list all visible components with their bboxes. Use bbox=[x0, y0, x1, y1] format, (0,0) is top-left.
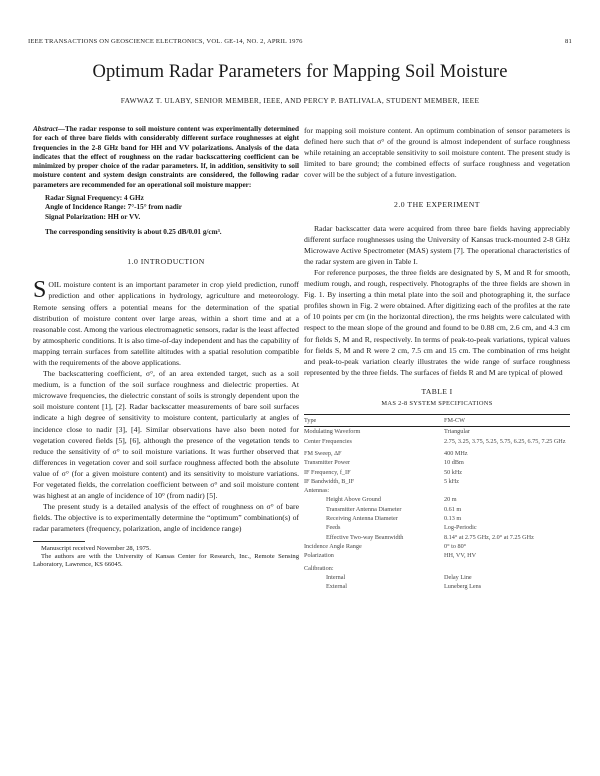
table-row bbox=[304, 551, 570, 560]
table-cell-value: 10 dBm bbox=[444, 459, 464, 467]
table-row bbox=[304, 495, 570, 504]
footnote-received: Manuscript received November 28, 1975. bbox=[41, 544, 151, 552]
table-row bbox=[304, 542, 570, 551]
abstract bbox=[33, 125, 299, 190]
intro-continuation: for mapping soil moisture content. An optimum combination of sensor parameters is defined here such that σ° of the ground is almost independent of surface roughness while retaining an acceptable sensitivity to soil moisture content. The present study is limited to bare ground; the combined effects of surface roughness and vegetation cover will be the subject of a future investigation. bbox=[304, 126, 570, 180]
table-row bbox=[304, 561, 570, 573]
table-row bbox=[304, 446, 570, 458]
table-cell-key: Effective Two-way Beamwidth bbox=[326, 533, 404, 541]
table-cell-value: HH, VV, HV bbox=[444, 552, 477, 560]
table-cell-value bbox=[444, 561, 570, 573]
table-cell-value bbox=[444, 486, 570, 495]
table-body bbox=[304, 427, 570, 592]
journal-header: IEEE TRANSACTIONS ON GEOSCIENCE ELECTRONICS, VOL. GE-14, NO. 2, APRIL 1976 bbox=[28, 38, 303, 45]
table-cell-key: Modulating Waveform bbox=[304, 428, 361, 436]
table-cell-key: Height Above Ground bbox=[326, 496, 381, 504]
table-row bbox=[304, 477, 570, 486]
right-column bbox=[304, 125, 570, 591]
table-cell-key: Polarization bbox=[304, 552, 334, 560]
spec-incidence-angle: Angle of Incidence Range: 7°-15° from nadir bbox=[45, 203, 182, 212]
table-cell-key: Receiving Antenna Diameter bbox=[326, 515, 398, 523]
experiment-paragraph-2: For reference purposes, the three fields are designated by S, M and R for smooth, medium rough, and rough, respectively. Photographs of the three fields are shown in Fig. 1. By inserting a thin metal plate into the soil and photographing it, the surface profiles shown in Fig. 2 were obtained. After digitizing each of the profiles at the rate of 10 points per cm (in the horizontal direction), the rms heights were calculated with respect to the mean slope of the ground and found to be 0.88 cm, 2.6 cm, and 4.3 cm for fields S, M and R, respectively. In terms of peak-to-peak variations, typical values for fields S, M and R were 2 cm, 7.5 cm and 15 cm. The combination of rms height and peak-to-peak variation clearly illustrates the wide range of surface roughness represented by the three fields. The surfaces of fields R and M are typical of plowed bbox=[304, 267, 570, 377]
table-cell-key: Incidence Angle Range bbox=[304, 542, 362, 550]
author-line: FAWWAZ T. ULABY, SENIOR MEMBER, IEEE, AND PERCY P. BATLIVALA, STUDENT MEMBER, IEEE bbox=[120, 96, 480, 105]
table-cell-key: Feeds bbox=[326, 524, 341, 532]
table-cell-key: External bbox=[326, 583, 347, 591]
table-cell-key: Internal bbox=[326, 573, 346, 581]
table-cell-key: IF Bandwidth, B_IF bbox=[304, 477, 355, 485]
table-cell-key: Transmitter Antenna Diameter bbox=[326, 505, 402, 513]
table-row bbox=[304, 486, 570, 495]
table-title: TABLE I bbox=[421, 386, 453, 396]
table-header-key: Type bbox=[304, 415, 444, 427]
intro-paragraph-2: The backscattering coefficient, σ°, of an area extended target, such as a soil medium, is a function of the soil surface roughness and dielectric properties. At microwave frequencies, the dielectric constant of soils is strongly dependent upon the soil moisture content [1], [2]. Radar backscatter measurements of bare soil surfaces indicate a high degree of sensitivity to moisture content, particularly at angles of incidence close to nadir [3], [4]. Similar observations have also been noted for vegetation covered fields [5], [6], although the presence of the vegetation tends to reduce the sensitivity of σ° to soil moisture variations. It was further observed that differences in vegetation cover and soil surface roughness affected both the absolute value of σ° (for a given moisture content) and its sensitivity to moisture variations. For vegetated fields, the correlation coefficient between σ° and soil moisture content was highest at an angle of incidence of 10° (from nadir) [5]. bbox=[33, 369, 299, 501]
table-row bbox=[304, 505, 570, 514]
abstract-sensitivity: The corresponding sensitivity is about 0.25 dB/0.01 g/cm³. bbox=[45, 227, 222, 236]
table-row bbox=[304, 458, 570, 467]
experiment-paragraph-1: Radar backscatter data were acquired from three bare fields having appreciably different surface roughnesses using the University of Kansas truck-mounted 2-8 GHz Microwave Active Spectrometer (MAS) system [7]. The operational characteristics of the radar system are given in Table I. bbox=[304, 223, 570, 266]
table-cell-key: Center Frequencies bbox=[304, 437, 352, 445]
spec-table bbox=[304, 414, 570, 591]
table-cell-value: 50 kHz bbox=[444, 468, 463, 476]
table-cell-value: Triangular bbox=[444, 428, 470, 436]
table-row bbox=[304, 533, 570, 542]
footnote-divider bbox=[33, 541, 85, 542]
table-cell-value: Luneberg Lens bbox=[444, 583, 482, 591]
table-cell-value: 0.13 m bbox=[444, 515, 462, 523]
table-row bbox=[304, 582, 570, 591]
intro-paragraph-1 bbox=[33, 279, 299, 368]
table-cell-value: 2.75, 3.25, 3.75, 5.25, 5.75, 6.25, 6.75, 7.25 GHz bbox=[444, 437, 566, 445]
table-row bbox=[304, 573, 570, 582]
table-cell-key: Antennas: bbox=[304, 487, 330, 495]
table-row bbox=[304, 468, 570, 477]
paper-title: Optimum Radar Parameters for Mapping Soil Moisture bbox=[92, 62, 508, 82]
table-caption: MAS 2-8 SYSTEM SPECIFICATIONS bbox=[381, 399, 493, 407]
section-heading-introduction: 1.0 INTRODUCTION bbox=[127, 257, 205, 267]
table-cell-value: 5 kHz bbox=[444, 477, 459, 485]
drop-cap: S bbox=[33, 277, 47, 304]
left-column bbox=[33, 125, 299, 569]
page-number: 81 bbox=[565, 38, 572, 45]
abstract-spec-list bbox=[33, 194, 299, 222]
table-cell-key: Transmitter Power bbox=[304, 459, 351, 467]
table-cell-value: Log-Periodic bbox=[444, 524, 477, 532]
intro-paragraph-1-text: OIL moisture content is an important parameter in crop yield prediction, runoff prediction and other applications in hydrology, agriculture and meteorology. Remote sensing offers a potential means for the determination of the spatial distribution of moisture content over large areas, within a short time and at a reasonable cost. Among the various electromagnetic sensors, radar is the least affected by atmospheric conditions. It is also time-of-day independent and has the capability of mapping terrain surfaces from satellite altitudes with a spatial resolution compatible with the requirements of the above applications. bbox=[33, 280, 299, 368]
table-cell-value: 8.14° at 2.75 GHz, 2.0° at 7.25 GHz bbox=[444, 533, 534, 541]
table-cell-value: Delay Line bbox=[444, 573, 472, 581]
table-cell-key: FM Sweep, ΔF bbox=[304, 449, 342, 457]
table-row bbox=[304, 437, 570, 446]
spec-frequency: Radar Signal Frequency: 4 GHz bbox=[45, 194, 144, 203]
abstract-lead: Abstract— bbox=[33, 125, 65, 133]
table-header-value: FM-CW bbox=[444, 415, 570, 427]
table-cell-value: 0.61 m bbox=[444, 505, 462, 513]
table-cell-key: IF Frequency, f_IF bbox=[304, 468, 351, 476]
abstract-text: The radar response to soil moisture content was experimentally determined for each of three bare fields with considerably different surface roughnesses at eight frequencies in the 2-8 GHz band for HH and VV polarizations. Analysis of the data indicates that the effect of roughness on the radar backscattering coefficient can be minimized by proper choice of the radar parameters. If, in addition, sensitivity to soil moisture content and system design constraints are considered, the following radar parameters are recommended for an operational soil moisture mapper: bbox=[33, 125, 299, 189]
table-row bbox=[304, 514, 570, 523]
spec-polarization: Signal Polarization: HH or VV. bbox=[45, 212, 141, 221]
table-row bbox=[304, 523, 570, 532]
table-cell-key: Calibration: bbox=[304, 564, 334, 572]
table-cell-value: 400 MHz bbox=[444, 449, 468, 457]
table-cell-value: 0° to 80° bbox=[444, 542, 467, 550]
table-cell-value: 20 m bbox=[444, 496, 457, 504]
intro-paragraph-3: The present study is a detailed analysis of the effect of roughness on σ° of bare fields. The objective is to experimentally determine the “optimum” combination(s) of radar parameters (frequency, polarization, angle of incidence range) bbox=[33, 502, 299, 534]
footnote-affiliation: The authors are with the University of Kansas Center for Research, Inc., Remote Sensing Laboratory, Lawrence, KS 66045. bbox=[33, 552, 299, 568]
table-row bbox=[304, 427, 570, 437]
section-heading-experiment: 2.0 THE EXPERIMENT bbox=[394, 200, 480, 210]
running-head bbox=[28, 38, 572, 45]
table-header-row bbox=[304, 415, 570, 427]
